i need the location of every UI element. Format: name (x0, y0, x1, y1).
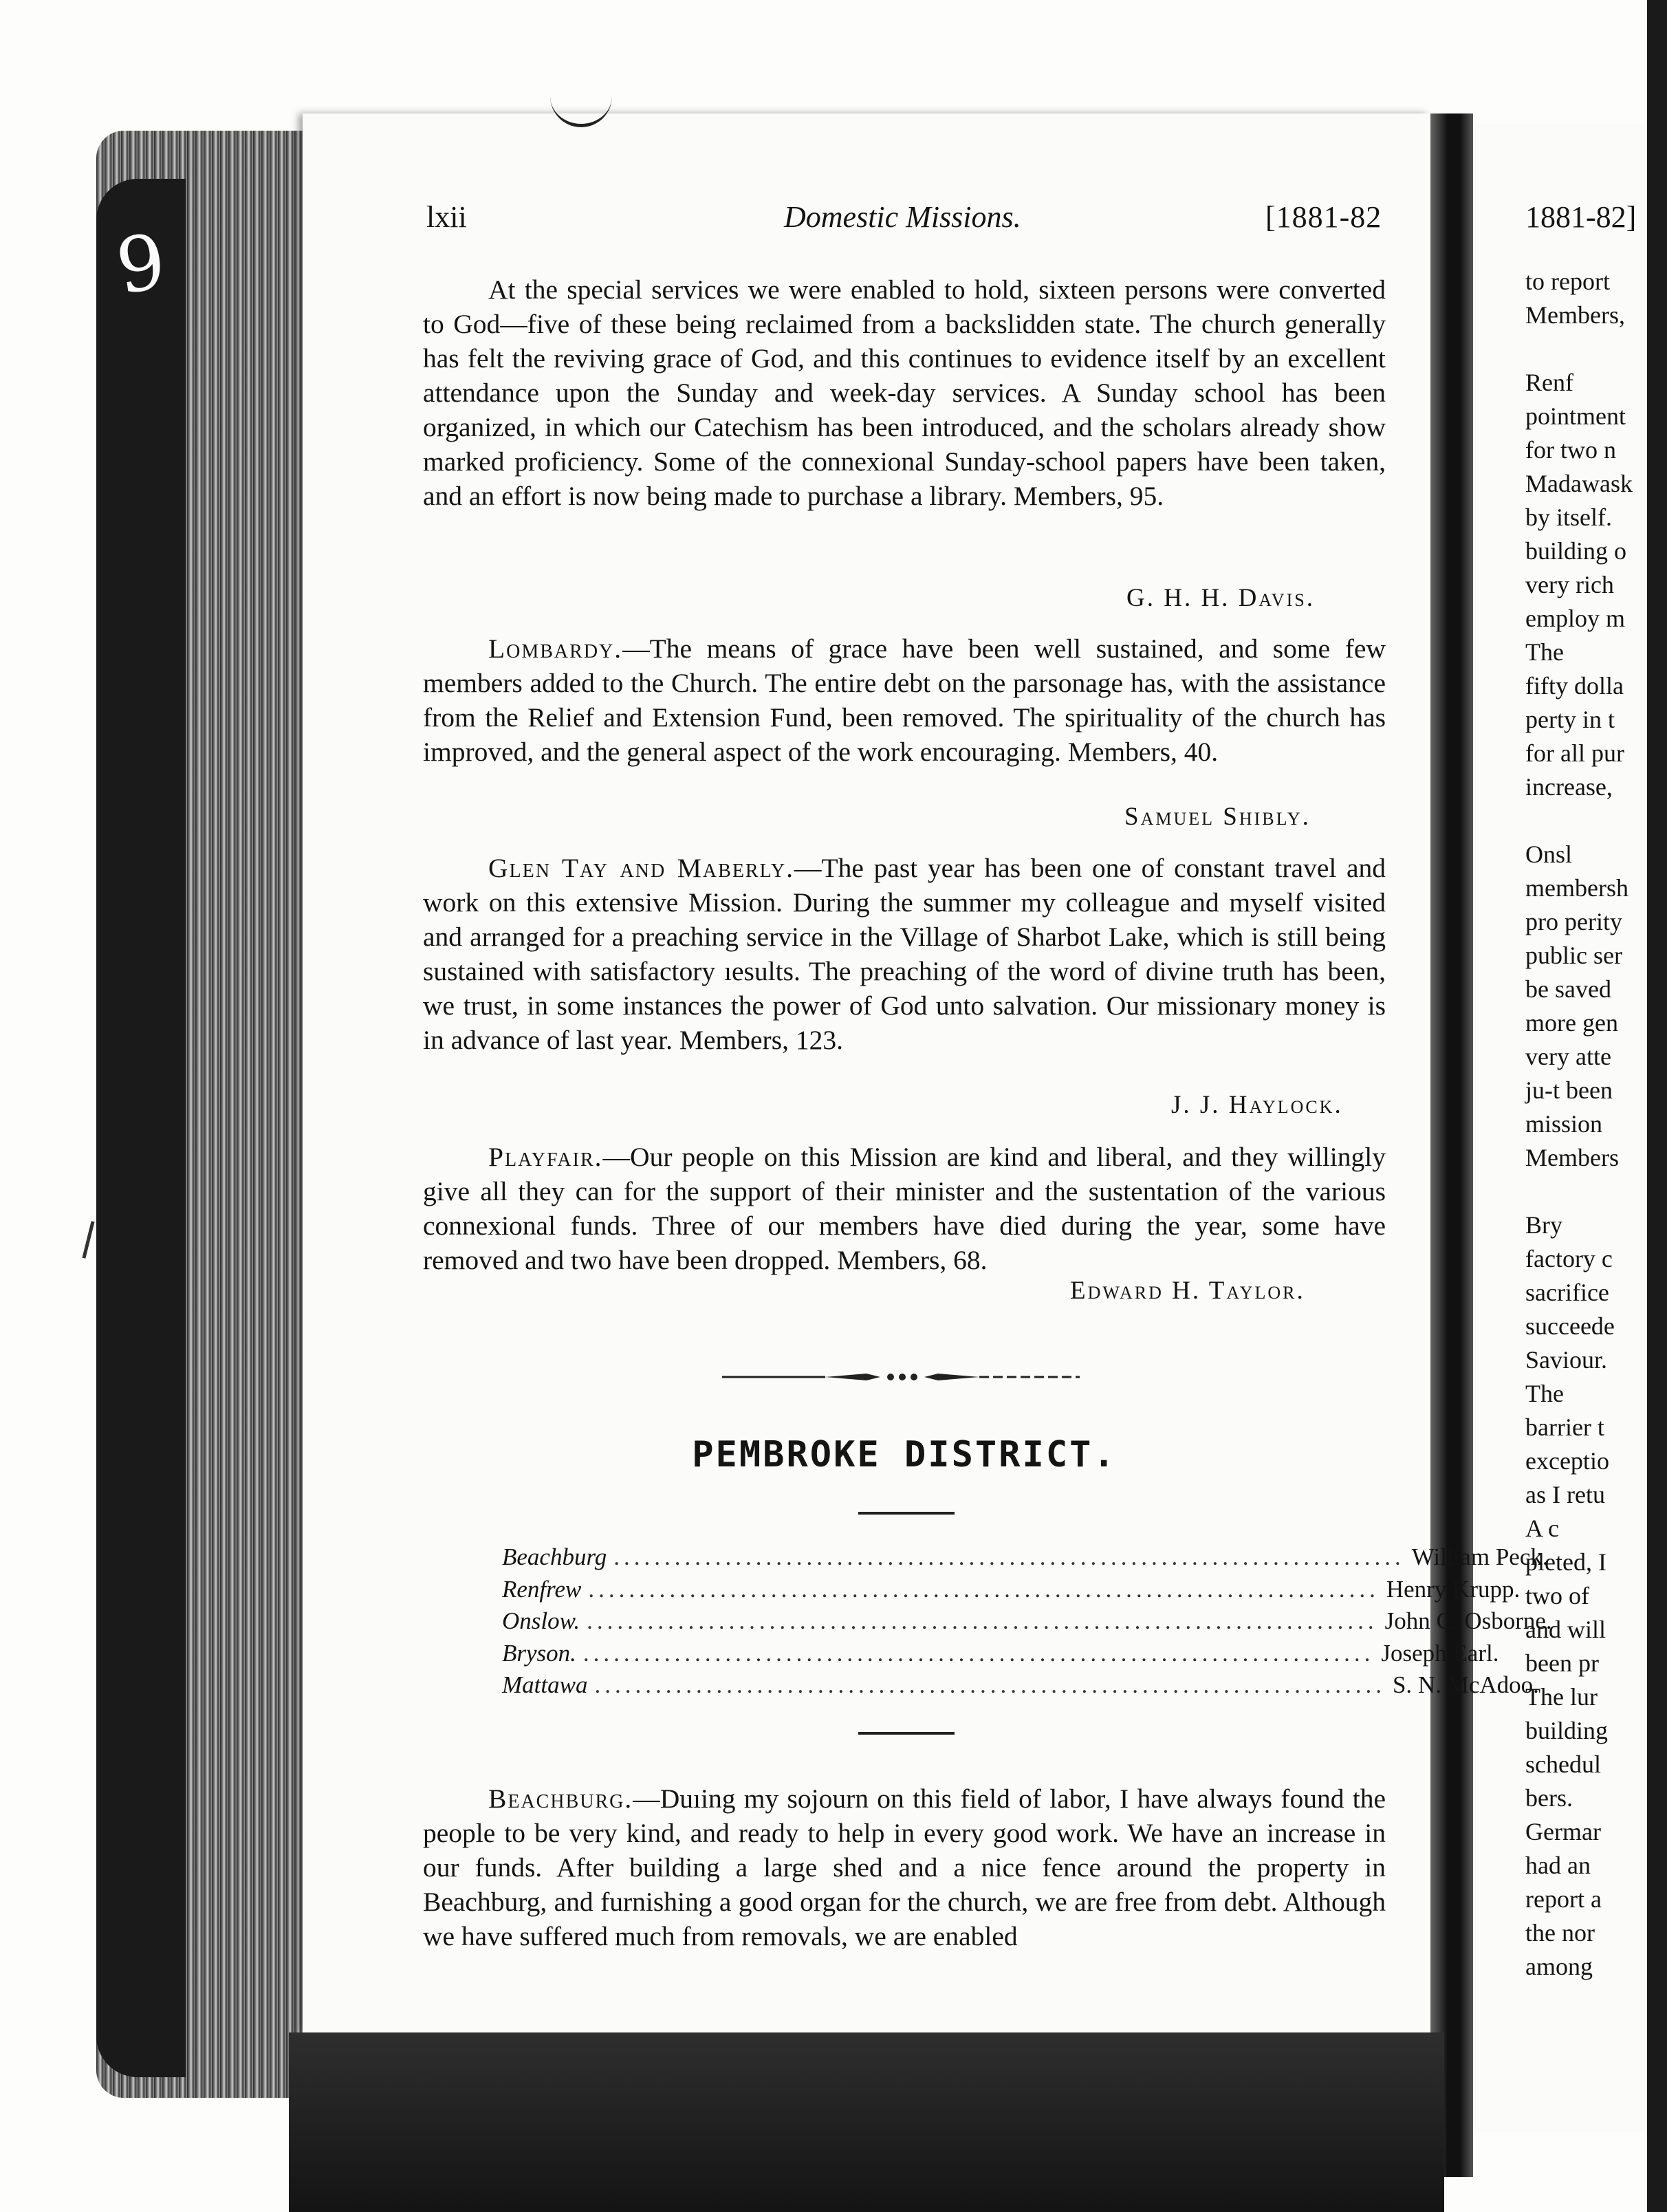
appointment-minister: Joseph Earl. (1381, 1639, 1499, 1667)
right-page-line: Members, (1525, 301, 1625, 329)
report-text: —The past year has been one of constant travel and work on this extensive Mission. During the summer my colleague and myself visited and arranged for a preaching service in the Village of Sharbot Lake, which is still being sustained with satisfactory ıesults. The preaching of the word of divine truth has been, we trust, in some instances the power of God unto salvation. Our missionary money is in advance of last year. Members, 123. (423, 853, 1386, 1055)
right-page-line: The (1525, 638, 1564, 666)
right-page-line: building (1525, 1717, 1609, 1744)
right-page-line: succeede (1525, 1312, 1615, 1340)
right-page-line: as I retu (1525, 1481, 1605, 1508)
right-page-line: Bry (1525, 1211, 1562, 1239)
report-text: —Duıing my sojourn on this field of labor, I have always found the people to be very kind, and ready to help in every good work. We have an increase in our funds. After building a large shed and a nice fence around the property in Beachburg, and furnishing a good organ for the church, we are free from debt. Although we have suffered much from removals, we are enabled (423, 1783, 1386, 1951)
right-page-line: Onsl (1525, 841, 1573, 868)
right-page-line: A c (1525, 1515, 1559, 1542)
report-signature: G. H. H. Davis. (1126, 584, 1315, 612)
appointment-row (502, 1575, 1521, 1608)
handwritten-page-mark: 9 (111, 217, 171, 312)
right-page-line: Members (1525, 1144, 1619, 1171)
report-paragraph (423, 272, 1386, 513)
right-page-line: increase, (1525, 773, 1613, 801)
bottom-scan-border (289, 2032, 1444, 2212)
right-page-line: public ser (1525, 942, 1622, 969)
right-page-line: pointment (1525, 402, 1626, 430)
right-page-line: employ m (1525, 605, 1625, 632)
right-page-line: more gen (1525, 1009, 1618, 1037)
right-page-line: bers. (1525, 1784, 1573, 1812)
report-lead: Playfair. (488, 1142, 603, 1172)
leader-dots: .............................................................................. (587, 1607, 1378, 1634)
right-page-line: Madawask (1525, 470, 1633, 497)
right-page-line: fifty dolla (1525, 672, 1624, 700)
report-signature: Edward H. Taylor. (1070, 1277, 1305, 1305)
right-page-line: ju-t been (1525, 1076, 1613, 1104)
right-page-text (1525, 265, 1663, 1984)
section-ornament (722, 1369, 1080, 1385)
right-page-line: factory c (1525, 1245, 1613, 1272)
report-lead: Lombardy. (488, 633, 623, 664)
appointment-row (502, 1543, 1549, 1576)
appointment-place: Beachburg (502, 1543, 607, 1570)
report-lead: Beachburg. (488, 1783, 633, 1814)
right-page-line: The lur (1525, 1683, 1598, 1711)
right-page-line: schedul (1525, 1750, 1601, 1778)
right-page-line: very atte (1525, 1043, 1611, 1070)
page-number: lxii (426, 200, 467, 234)
report-signature: Samuel Shibly. (1124, 803, 1311, 831)
right-page-year: 1881-82] (1525, 200, 1637, 234)
report-paragraph (423, 631, 1386, 769)
right-page-line: for all pur (1525, 739, 1624, 767)
leader-dots: .............................................................................. (588, 1575, 1380, 1603)
report-paragraph (423, 1140, 1386, 1277)
appointment-row (502, 1671, 1539, 1704)
appointment-place: Renfrew (502, 1575, 582, 1603)
list-rule (858, 1732, 955, 1735)
report-text: At the special services we were enabled to hold, sixteen persons were converted to God—five of these being reclaimed from a backslidden state. The church generally has felt the reviving grace of God, and this continues to evidence itself by an excellent attendance upon the Sunday and week-day services. A Sunday school has been organized, in which our Catechism has been introduced, and the scholars already show marked proficiency. Some of the connexional Sunday-school papers have been taken, and an effort is now being made to purchase a library. Members, 95. (423, 274, 1386, 511)
book-gutter (1430, 113, 1473, 2177)
report-text: —Our people on this Mission are kind and liberal, and they willingly give all they can for the support of their minister and the sustentation of the various connexional funds. Three of our members have died during the year, some have removed and two have been dropped. Members, 68. (423, 1142, 1386, 1275)
appointment-minister: S. N. McAdoo. (1392, 1671, 1539, 1698)
title-rule (858, 1512, 955, 1515)
right-page-line: been pr (1525, 1649, 1599, 1677)
appointment-minister: William Peck. (1411, 1543, 1549, 1570)
right-page-line: for two n (1525, 436, 1616, 464)
right-page-line (1525, 332, 1663, 366)
right-page-line: pleted, I (1525, 1548, 1606, 1576)
right-page-line: Saviour. (1525, 1346, 1608, 1374)
right-page-line: Germar (1525, 1818, 1601, 1845)
leader-dots: .............................................................................. (582, 1639, 1375, 1667)
report-text: —The means of grace have been well sustained, and some few members added to the Church. The entire debt on the parsonage has, with the assistance from the Relief and Extension Fund, been removed. The spirituality of the church has improved, and the general aspect of the work encouraging. Members, 40. (423, 633, 1386, 767)
right-page-line: exceptio (1525, 1447, 1609, 1475)
right-page-line (1525, 804, 1663, 838)
right-page-line: be saved (1525, 975, 1611, 1003)
right-page-line: Renf (1525, 369, 1573, 396)
right-page-line: perty in t (1525, 706, 1615, 733)
right-page-line: mission (1525, 1110, 1603, 1138)
right-page-line: The (1525, 1380, 1564, 1407)
right-page-line: to report (1525, 268, 1610, 295)
report-paragraph (423, 851, 1386, 1057)
appointments-list (502, 1543, 1552, 1704)
appointment-minister: Henry Krupp. (1386, 1575, 1521, 1603)
right-page-line: two of (1525, 1582, 1589, 1609)
appointment-place: Bryson. (502, 1639, 576, 1667)
report-paragraph (423, 1781, 1386, 1953)
running-title: Domestic Missions. (784, 200, 1021, 234)
right-page-line: building o (1525, 537, 1627, 565)
appointment-place: Onslow. (502, 1607, 580, 1634)
right-page-line (1525, 1175, 1663, 1208)
right-page-line: membersh (1525, 874, 1628, 902)
appointment-row (502, 1607, 1552, 1640)
right-page-line: and will (1525, 1616, 1606, 1643)
right-page-line: pro perity (1525, 908, 1622, 935)
running-year: [1881-82 (1265, 200, 1382, 234)
appointment-minister: John C. Osborne. (1384, 1607, 1552, 1634)
appointment-place: Mattawa (502, 1671, 588, 1698)
right-page-line: by itself. (1525, 503, 1612, 531)
report-lead: Glen Tay and Maberly. (488, 853, 795, 883)
leader-dots: .............................................................................. (594, 1671, 1386, 1698)
right-page-line: sacrifice (1525, 1279, 1609, 1306)
right-page-line: report a (1525, 1885, 1602, 1913)
report-signature: J. J. Haylock. (1171, 1091, 1343, 1119)
leader-dots: .............................................................................. (613, 1543, 1405, 1570)
right-page-line: the nor (1525, 1919, 1595, 1947)
appointment-row (502, 1639, 1499, 1672)
right-page-line: among (1525, 1953, 1593, 1980)
right-page-line: had an (1525, 1852, 1591, 1879)
right-page-line: barrier t (1525, 1413, 1604, 1441)
book-spine-shadow (96, 179, 186, 2077)
right-page-line: very rich (1525, 571, 1614, 598)
district-title: PEMBROKE DISTRICT. (692, 1434, 1117, 1475)
